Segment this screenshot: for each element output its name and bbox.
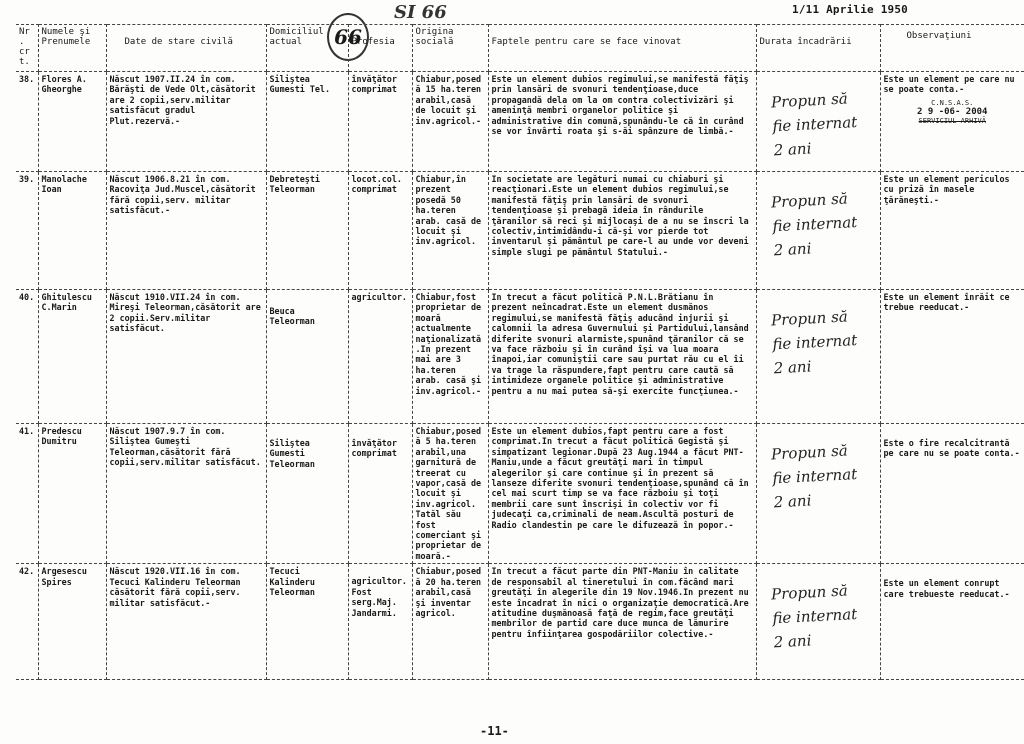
cell-name: Ghitulescu C.Marin [38, 290, 106, 424]
cell-nr: 38. [16, 72, 38, 172]
col-header-name: Numele şi Prenumele [38, 25, 106, 72]
cell-name: Flores A. Gheorghe [38, 72, 106, 172]
cell-nr: 39. [16, 172, 38, 290]
col-header-durata: Durata încadrării [756, 25, 880, 72]
document-date: 1/11 Aprilie 1950 [792, 3, 908, 16]
col-header-domiciliu: Domiciliul actual [266, 25, 348, 72]
cell-profesia: învăţător comprimat [348, 72, 412, 172]
col-header-origina: Origina socială [412, 25, 488, 72]
cell-civil: Născut 1907.9.7 în com. Siliştea Gumeşti Teleorman,căsătorit fără copii,serv.militar satisfăcut. [106, 424, 266, 564]
table-header-row [16, 25, 1024, 72]
cell-obs: Este un element periculos cu priză în masele ţărăneşti.- [880, 172, 1024, 290]
stamp-org: C.N.S.A.S. [931, 98, 974, 107]
cell-fapte: Este un element dubios regimului,se manifestă făţiş prin lansări de svonuri tendenţioase,duce propagandă dela om la om contra colectivizări şi ameninţă membri organelor politice şi administrative din comună,spunându-le că în curând se vor învârti roata şi s-ăi spânzure de limbă.- [488, 72, 756, 172]
cell-durata [756, 172, 880, 290]
archive-stamp [884, 99, 1022, 126]
cell-fapte: Este un element dubios,fapt pentru care a fost comprimat.In trecut a făcut politică Gegistă şi simpatizant legionar.După 23 Aug.1944 a făcut PNT-Maniu,unde a făcut greutăţi mari în timpul alegerilor şi care continue şi în prezent să lanseze diferite svonuri tendenţioase,spunând că în cel mai scurt timp se va face războiu şi toţi membrii care sunt înscrişi în colectiv vor fi judecaţi ca,criminali de neam.Ascultă posturi de Radio clandestin pe care le difuzează în popor.- [488, 424, 756, 564]
cell-civil: Născut 1906.8.21 în com. Racoviţa Jud.Muscel,căsătorit fără copii,serv. militar satisfăcut.- [106, 172, 266, 290]
cell-fapte: In societate are legături numai cu chiaburi şi reacţionari.Este un element dubios regimului,se manifestă făţiş prin lansări de svonuri tendenţioase şi prebagă ideia în rândurile ţăranilor să reci şi mijlocaşi de a nu se înscri la colectiv,intimidându-i că-şi vor pierde tot inventarul şi pământul pe care-l au unde vor deveni simple slugi pe pământul Statului.- [488, 172, 756, 290]
obs-text: Este un element pe care nu se poate conta.- [883, 74, 1015, 95]
cell-profesia: locot.col. comprimat [348, 172, 412, 290]
cell-obs: Este o fire recalcitrantă pe care nu se poate conta.- [880, 424, 1024, 564]
stamp-service: SERVICIUL ARHIVĂ [918, 116, 986, 125]
cell-profesia: agricultor. [348, 290, 412, 424]
cell-origina: Chiabur,posedă 20 ha.teren arabil,casă şi inventar agricol. [412, 564, 488, 680]
cell-origina: Chiabur,posedă 15 ha.teren arabil,casă de locuit şi inv.agricol.- [412, 72, 488, 172]
cell-profesia: agricultor.Fost serg.Maj. Jandarmi. [348, 564, 412, 680]
col-header-obs: Observaţiuni [880, 25, 1024, 72]
col-header-civil: Date de stare civilă [106, 25, 266, 72]
table-row [16, 172, 1024, 290]
cell-profesia: învăţător comprimat [348, 424, 412, 564]
handwritten-note: Propun să fie internat 2 ani [770, 441, 858, 512]
cell-origina: Chiabur,fost proprietar de moară actualmente naţionalizată.In prezent mai are 3 ha.teren arab. casă şi inv.agricol.- [412, 290, 488, 424]
cell-fapte: In trecut a făcut parte din PNT-Maniu în calitate de responsabil al tineretului în com.făcând mari greutăţi în alegerile din 19 Nov.1946.In prezent nu este încadrat în nici o organizaţie democratică.Are atitudine duşmănoasă faţă de regim,face greutăţi membrilor de partid care duce munca de lămurire pentru înfiinţarea gospodăriilor colective.- [488, 564, 756, 680]
cell-name: Predescu Dumitru [38, 424, 106, 564]
cell-durata [756, 564, 880, 680]
table-row [16, 424, 1024, 564]
cell-name: Argesescu Spires [38, 564, 106, 680]
col-header-nr: Nr. crt. [16, 25, 38, 72]
handwritten-note: Propun să fie internat 2 ani [770, 581, 858, 652]
handwritten-note: Propun să fie internat 2 ani [770, 307, 858, 378]
table-row [16, 290, 1024, 424]
cell-civil: Născut 1910.VII.24 în com. Mireşi Teleorman,căsătorit are 2 copii.Serv.militar satisfăcut. [106, 290, 266, 424]
cell-obs: Este un element conrupt care trebueste reeducat.- [880, 564, 1024, 680]
handwritten-note: Propun să fie internat 2 ani [770, 189, 858, 260]
page-footer-mark: -11- [480, 724, 509, 738]
cell-origina: Chiabur,posedă 5 ha.teren arabil,una garnitură de treerat cu vapor,casă de locuit şi inv.agricol. Tatăl său fost comerciant şi proprietar de moară.- [412, 424, 488, 564]
cell-obs: Este un element înrăit ce trebue reeducat.- [880, 290, 1024, 424]
cell-domiciliu: Debreteşti Teleorman [266, 172, 348, 290]
table-row [16, 564, 1024, 680]
cell-origina: Chiabur,în prezent posedă 50 ha.teren arab. casă de locuit şi inv.agricol. [412, 172, 488, 290]
cell-nr: 42. [16, 564, 38, 680]
folio-number: 66 [327, 13, 369, 61]
stamp-date: 2 9 -06- 2004 [917, 106, 988, 117]
table-row [16, 72, 1024, 172]
cell-domiciliu: Tecuci Kalinderu Teleorman [266, 564, 348, 680]
register-table [16, 24, 1024, 680]
cell-civil: Născut 1920.VII.16 în com. Tecuci Kalinderu Teleorman căsătorit fără copii,serv. militar satisfăcut.- [106, 564, 266, 680]
cell-civil: Născut 1907.II.24 în com. Bărăşti de Vede Olt,căsătorit are 2 copii,serv.militar satisfăcut gradul Plut.rezervă.- [106, 72, 266, 172]
cell-domiciliu: Siliştea Gumesti Tel. [266, 72, 348, 172]
cell-fapte: In trecut a făcut politică P.N.L.Brătianu în prezent neîncadrat.Este un element dusmănos regimului,se manifestă făţiş aducând injurii şi calomnii la adresa Guvernului şi Partidului,lansând diferite svonuri alarmiste,spunând ţăranilor că se va face războiu şi în curând îşi va lua moara înapoi,iar comuniştii care sau purtat rău cu el îi va trage la răspundere,fapt pentru care caută să intimideze organele politice şi administrative pentru a nu mai putea să-şi exercite funcţiunea.- [488, 290, 756, 424]
cell-nr: 40. [16, 290, 38, 424]
cell-nr: 41. [16, 424, 38, 564]
cell-obs [880, 72, 1024, 172]
cell-durata [756, 290, 880, 424]
col-header-fapte: Faptele pentru care se face vinovat [488, 25, 756, 72]
col-header-profesia: Profesia [348, 25, 412, 72]
cell-durata [756, 424, 880, 564]
handwritten-note: Propun să fie internat 2 ani [770, 89, 858, 160]
cell-name: Manolache Ioan [38, 172, 106, 290]
archive-reference: SI 66 [394, 2, 447, 23]
cell-domiciliu: Siliştea Gumesti Teleorman [266, 424, 348, 564]
cell-domiciliu: Beuca Teleorman [266, 290, 348, 424]
cell-durata [756, 72, 880, 172]
